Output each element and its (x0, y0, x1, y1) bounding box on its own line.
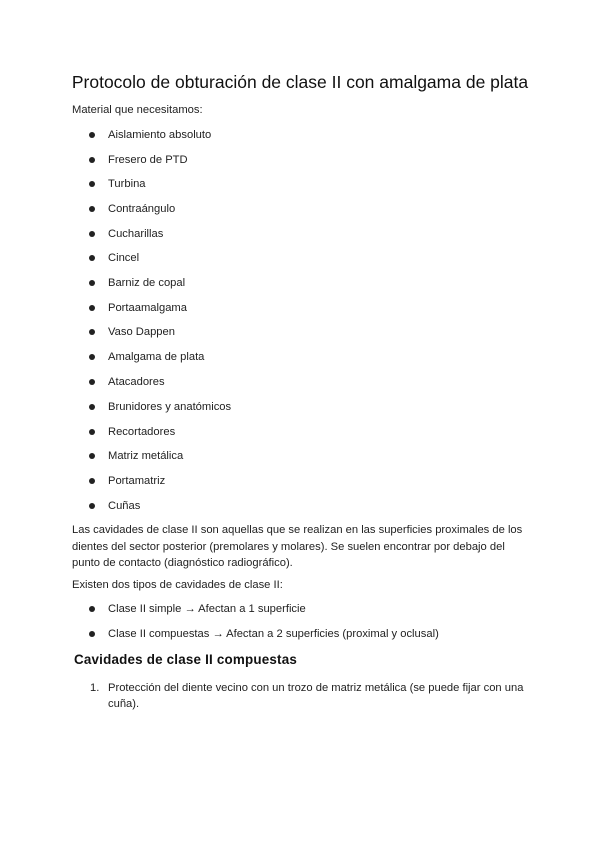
bullet-icon (89, 157, 95, 163)
document-page: Protocolo de obturación de clase II con amalgama de plata Material que necesitamos: Aislamiento absoluto Fresero de PTD Turbina Contraángulo Cucharillas Cincel Barniz de copal Portaamalgama Vaso Dappen Amalgama de plata Atacadores Brunidores y anatómicos Recortadores Matriz metálica Portamatriz Cuñas Las cavidades de clase II son aquellas que se realizan en las superficies proximales de los dientes del sector posterior (premolares y molares). Se suelen encontrar por debajo del punto de contacto (diagnóstico radiográfico). Existen dos tipos de cavidades de clase II: Clase II simple → Afectan a 1 superficie Clase II compuestas → Afectan a 2 superficies (proximal y oclusal) Cavidades de clase II compuestas 1. Protección del diente vecino con un trozo de matriz metálica (se puede fijar con una cuña). (0, 0, 600, 848)
bullet-icon (89, 231, 95, 237)
bullet-icon (89, 354, 95, 360)
bullet-icon (89, 503, 95, 509)
step-number: 1. (90, 682, 100, 694)
definition-paragraph: Las cavidades de clase II son aquellas que se realizan en las superficies proximales de los dientes del sector posterior (premolares y molares). Se suelen encontrar por debajo del punto de contacto (diagnóstico radiográfico). (72, 524, 523, 569)
bullet-icon (89, 329, 95, 335)
bullet-icon (89, 404, 95, 410)
bullet-icon (89, 305, 95, 311)
bullet-icon (89, 429, 95, 435)
bullet-icon (89, 181, 95, 187)
bullet-icon (89, 206, 95, 212)
section-heading: Cavidades de clase II compuestas (74, 652, 297, 667)
bullet-icon (89, 280, 95, 286)
step-text: Protección del diente vecino con un trozo de matriz metálica (se puede fijar con una cuña). (108, 682, 524, 710)
bullet-icon (89, 631, 95, 637)
bullet-icon (89, 255, 95, 261)
bullet-icon (89, 453, 95, 459)
types-intro: Existen dos tipos de cavidades de clase II: (72, 579, 283, 591)
bullet-icon (89, 478, 95, 484)
materials-intro: Material que necesitamos: (72, 104, 203, 116)
bullet-icon (89, 132, 95, 138)
bullet-icon (89, 379, 95, 385)
bullet-icon (89, 606, 95, 612)
page-title: Protocolo de obturación de clase II con amalgama de plata (71, 72, 529, 92)
